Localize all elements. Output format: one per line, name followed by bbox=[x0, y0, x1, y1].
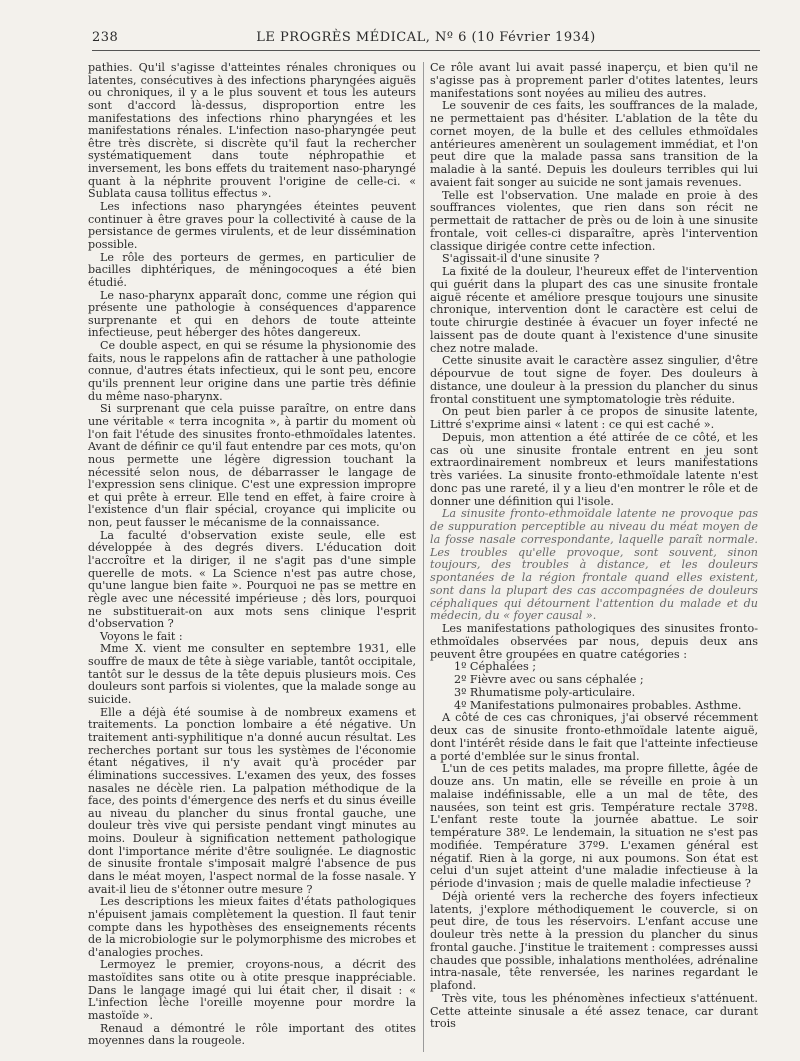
paragraph: Cette sinusite avait le caractère assez singulier, d'être dépourvue de tout signe de foyer. Des douleurs à distance, une douleur à la pression du plancher du sinus frontal constituent une symptomatologie très réduite. bbox=[430, 354, 758, 406]
paragraph: Elle a déjà été soumise à de nombreux examens et traitements. La ponction lombaire a été négative. Un traitement anti-syphilitique n'a donné aucun résultat. Les recherches portant sur tous les systèmes de l'économie étant négatives, il n'y avait qu'à procéder par éliminations successives. L'examen des yeux, des fosses nasales ne décèle rien. La palpation méthodique de la face, des points d'émergence des nerfs et du sinus éveille au niveau du plancher du sinus frontal gauche, une douleur très vive qui persiste pendant vingt minutes au moins. Douleur à signification nettement pathologique dont l'importance mérite d'être soulignée. Le diagnostic de sinusite frontale s'imposait malgré l'absence de pus dans le méat moyen, l'aspect normal de la fosse nasale. Y avait-il lieu de s'étonner outre mesure ? bbox=[88, 705, 416, 896]
list-item: 3º Rhumatisme poly-articulaire. bbox=[454, 685, 636, 699]
paragraph: Les infections naso pharyngées éteintes peuvent continuer à être graves pour la collectivité à cause de la persistance de germes virulents, et de leur dissémination possible. bbox=[88, 200, 416, 251]
paragraph: Telle est l'observation. Une malade en proie à des souffrances violentes, que rien dans son récit ne permettait de rattacher de près ou de loin à une sinusite frontale, voit celles-ci disparaître, après l'intervention classique dirigée contre cette infection. bbox=[430, 188, 758, 253]
page-number: 238 bbox=[92, 30, 119, 45]
paragraph: L'un de ces petits malades, ma propre fillette, âgée de douze ans. Un matin, elle se réveille en proie à un malaise indéfinissable, elle a un mal de tête, des nausées, son teint est gris. Température rectale 37º8. L'enfant reste toute la journée abattue. Le soir température 38º. Le lendemain, la situation ne s'est pas modifiée. Température 37º9. L'examen général est négatif. Rien à la gorge, ni aux poumons. Son état est celui d'un sujet atteint d'une maladie infectieuse à la période d'invasion ; mais de quelle maladie infectieuse ? bbox=[430, 762, 758, 890]
paragraph: On peut bien parler à ce propos de sinusite latente, Littré s'exprime ainsi « latent : ce qui est caché ». bbox=[430, 405, 758, 431]
paragraph: Si surprenant que cela puisse paraître, on entre dans une véritable « terra incognita », à partir du moment où l'on fait l'étude des sinusites fronto-ethmoïdales latentes. Avant de définir ce qu'il faut entendre par ces mots, qu'on nous permette une légère digression touchant la nécessité selon nous, de débarrasser le langage de l'expression sens clinique. C'est une expression impropre et qui prête à erreur. Elle tend en effet, à faire croire à l'existence d'un flair spécial, croyance qui implicite ou non, peut fausser le mécanisme de la connaissance. bbox=[88, 402, 416, 530]
paragraph: La faculté d'observation existe seule, elle est développée à des degrés divers. L'éducation doit l'accroître et la diriger, il ne s'agit pas d'une simple querelle de mots. « La Science n'est pas autre chose, qu'une langue bien faite ». Pourquoi ne pas se mettre en règle avec une nécessité impérieuse ; dès lors, pourquoi ne substituerait-on aux mots sens clinique l'esprit d'observation ? bbox=[88, 528, 416, 631]
column-divider bbox=[423, 62, 424, 1052]
paragraph: S'agissait-il d'une sinusite ? bbox=[442, 252, 600, 266]
paragraph: Le rôle des porteurs de germes, en particulier de bacilles diphtériques, de méningocoques a été bien étudié. bbox=[88, 250, 416, 289]
journal-title: LE PROGRÈS MÉDICAL, Nº 6 (10 Février 1934) bbox=[256, 30, 596, 45]
running-header bbox=[92, 30, 760, 51]
list-item: 1º Céphalées ; bbox=[454, 660, 537, 674]
list-item: 2º Fièvre avec ou sans céphalée ; bbox=[454, 673, 644, 686]
paragraph: Les manifestations pathologiques des sinusites fronto-ethmoïdales observées par nous, depuis deux ans peuvent être groupées en quatre catégories : bbox=[430, 622, 758, 661]
list-item: 4º Manifestations pulmonaires probables. Asthme. bbox=[454, 698, 742, 712]
paragraph: A côté de ces cas chroniques, j'ai observé récemment deux cas de sinusite fronto-ethmoïdale latente aiguë, dont l'intérêt réside dans le fait que l'atteinte infectieuse a porté d'emblée sur le sinus frontal. bbox=[430, 711, 758, 763]
paragraph: La fixité de la douleur, l'heureux effet de l'intervention qui guérit dans la plupart des cas une sinusite frontale aiguë récente et améliore presque toujours une sinusite chronique, intervention dont le caractère est celui de toute chirurgie destinée à évacuer un foyer infecté ne laissent pas de doute quant à l'existence d'une sinusite chez notre malade. bbox=[430, 265, 758, 355]
paragraph: Déjà orienté vers la recherche des foyers infectieux latents, j'explore méthodiquement le couvercle, si on peut dire, de tous les réservoirs. L'enfant accuse une douleur très nette à la pression du plancher du sinus frontal gauche. J'institue le traitement : compresses aussi chaudes que possible, inhalations mentholées, adrénaline intra-nasale, tête renversée, les narines regardant le plafond. bbox=[430, 889, 758, 992]
paragraph: Lermoyez le premier, croyons-nous, a décrit des mastoïdites sans otite ou à otite presque inappréciable. Dans le langage imagé qui lui était cher, il disait : « L'infection lèche l'oreille moyenne pour mordre la mastoïde ». bbox=[88, 958, 416, 1023]
paragraph: Le souvenir de ces faits, les souffrances de la malade, ne permettaient pas d'hésiter. L'ablation de la tête du cornet moyen, de la bulle et des cellules ethmoïdales antérieures amenèrent un soulagement immédiat, et l'on peut dire que la malade passa sans transition de la maladie à la santé. Depuis les douleurs terribles qui lui avaient fait songer au suicide ne sont jamais revenues. bbox=[430, 99, 758, 189]
paragraph: Mme X. vient me consulter en septembre 1931, elle souffre de maux de tête à siège variable, tantôt occipitale, tantôt sur le dessus de la tête depuis plusieurs mois. Ces douleurs sont parfois si violentes, que la malade songe au suicide. bbox=[88, 642, 416, 707]
paragraph: Le naso-pharynx apparaît donc, comme une région qui présente une pathologie à conséquences d'apparence surprenante et qui en dehors de toute atteinte infectieuse, peut héberger des hôtes dangereux. bbox=[88, 288, 416, 340]
left-column bbox=[88, 62, 416, 1048]
paragraph: Renaud a démontré le rôle important des otites moyennes dans la rougeole. bbox=[88, 1021, 416, 1048]
paragraph: Ce rôle avant lui avait passé inaperçu, et bien qu'il ne s'agisse pas à proprement parler d'otites latentes, leurs manifestations sont noyées au milieu des autres. bbox=[430, 61, 758, 100]
paragraph: Depuis, mon attention a été attirée de ce côté, et les cas où une sinusite frontale entrent en jeu sont extraordinairement nombreux et leurs manifestations très variées. La sinusite fronto-ethmoïdale latente n'est donc pas une rareté, il y a lieu d'en montrer le rôle et de donner une définition qui l'isole. bbox=[430, 430, 758, 508]
paragraph: Ce double aspect, en qui se résume la physionomie des faits, nous le rappelons afin de rattacher à une pathologie connue, d'autres états infectieux, qui le sont peu, encore qu'ils prennent leur origine dans une partie très définie du même naso-pharynx. bbox=[88, 339, 416, 403]
paragraph: La sinusite fronto-ethmoïdale latente ne provoque pas de suppuration perceptible au niveau du méat moyen de la fosse nasale correspondante, laquelle paraît normale. Les troubles qu'elle provoque, sont souvent, sinon toujours, des troubles à distance, et les douleurs spontanées de la région frontale quand elles existent, sont dans la plupart des cas accompagnées de douleurs céphaliques qui détournent l'attention du malade et du médecin, du « foyer causal ». bbox=[430, 507, 758, 623]
paragraph: Très vite, tous les phénomènes infectieux s'atténuent. Cette atteinte sinusale a été assez tenace, car durant trois bbox=[430, 991, 758, 1031]
paragraph: pathies. Qu'il s'agisse d'atteintes rénales chroniques ou latentes, consécutives à des infections pharyngées aiguës ou chroniques, il y a le plus souvent et tous les auteurs sont d'accord là-dessus, disproportion entre les manifestations des infections rhino pharyngées et les manifestations rénales. L'infection naso-pharyngée peut être très discrète, si discrète qu'il faut la rechercher systématiquement dans toute néphropathie et inversement, les bons effets du traitement naso-pharyngé quant à la néphrite prouvent l'origine de celle-ci. « Sublata causa tollitus effectus ». bbox=[88, 61, 416, 201]
paragraph: Les descriptions les mieux faites d'états pathologiques n'épuisent jamais complètement la question. Il faut tenir compte dans les hypothèses des enseignements récents de la microbiologie sur le polymorphisme des microbes et d'analogies proches. bbox=[88, 895, 416, 959]
right-column bbox=[430, 62, 758, 1031]
paragraph: Voyons le fait : bbox=[100, 629, 183, 643]
